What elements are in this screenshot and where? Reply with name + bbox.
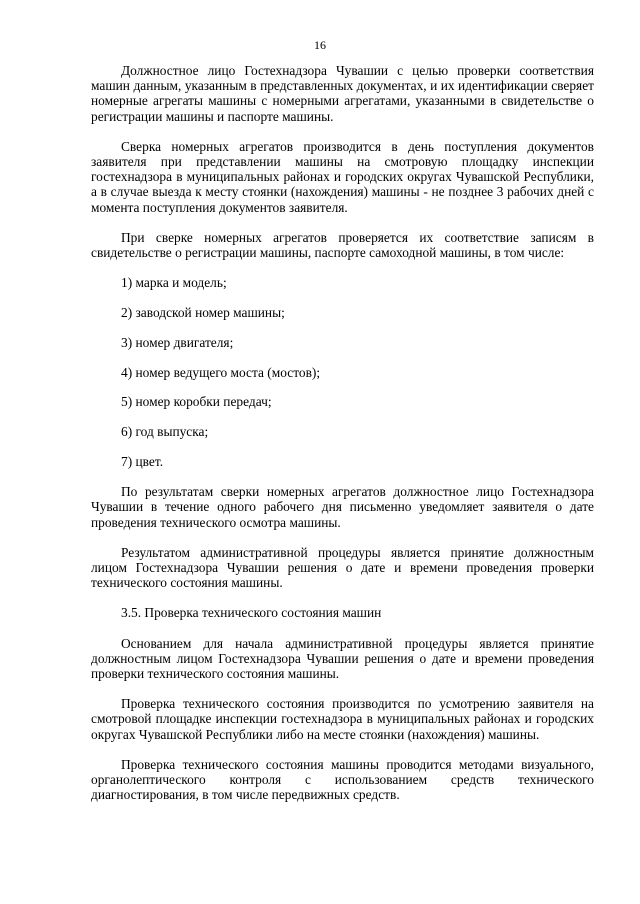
list-item-gearbox-number: 5) номер коробки передач;	[121, 394, 272, 410]
paragraph-inspection-methods: Проверка технического состояния машины проводится методами визуального, органолептического контроля с использованием средств технического диагностирования, в том числе передвижных средств.	[91, 756, 594, 803]
document-body	[91, 63, 594, 802]
section-heading: 3.5. Проверка технического состояния машин	[121, 605, 382, 621]
list-item-axle-number: 4) номер ведущего моста (мостов);	[121, 364, 321, 380]
list-item-year: 6) год выпуска;	[121, 424, 209, 440]
list-item-make-model: 1) марка и модель;	[121, 275, 227, 291]
paragraph-verification-timing: Сверка номерных агрегатов производится в день поступления документов заявителя при представлении машины на смотровую площадку инспекции гостехнадзора в муниципальных районах и городских округах Чувашской Республики, а в случае выезда к месту стоянки (нахождения) машины - не позднее 3 рабочих дней с момента поступления документов заявителя.	[91, 138, 594, 215]
list-item-engine-number: 3) номер двигателя;	[121, 334, 234, 350]
paragraph-result: Результатом административной процедуры является принятие должностным лицом Гостехнадзора Чувашии решения о дате и времени проведения проверки технического состояния машины.	[91, 544, 594, 591]
list-item-color: 7) цвет.	[121, 454, 164, 470]
list-item-serial-number: 2) заводской номер машины;	[121, 305, 285, 321]
paragraph-basis: Основанием для начала административной процедуры является принятие должностным лицом Гостехнадзора Чувашии решения о дате и времени проведения проверки технического состояния машины.	[91, 635, 594, 682]
paragraph-notification: По результатам сверки номерных агрегатов должностное лицо Гостехнадзора Чувашии в течение одного рабочего дня письменно уведомляет заявителя о дате проведения технического осмотра машины.	[91, 484, 594, 530]
paragraph-identification: Должностное лицо Гостехнадзора Чувашии с целью проверки соответствия машин данным, указанным в представленных документах, и их идентификации сверяет номерные агрегаты машины с номерными агрегатами, указанными в свидетельстве о регистрации машины и паспорте машины.	[91, 63, 594, 124]
paragraph-inspection-location: Проверка технического состояния производится по усмотрению заявителя на смотровой площадке инспекции гостехнадзора в муниципальных районах и городских округах Чувашской Республики либо на месте стоянки (нахождения) машины.	[91, 696, 594, 742]
paragraph-verification-scope: При сверке номерных агрегатов проверяется их соответствие записям в свидетельстве о регистрации машины, паспорте самоходной машины, в том числе:	[91, 229, 594, 261]
page-number: 16	[314, 38, 326, 52]
